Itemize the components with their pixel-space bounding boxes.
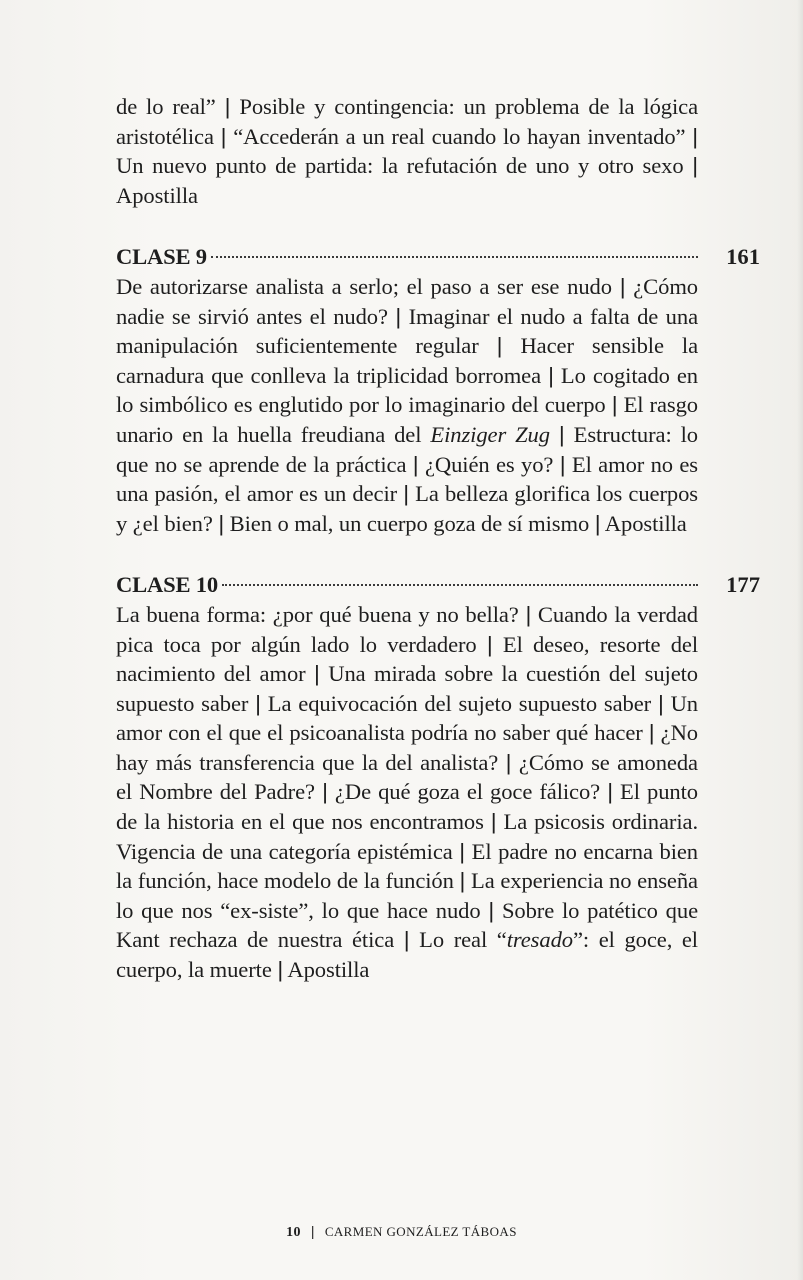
page-footer <box>0 1222 803 1242</box>
toc-heading: CLASE 10 <box>116 572 218 598</box>
page-edge-shadow <box>797 0 803 1280</box>
toc-entry-continuation <box>116 92 698 210</box>
footer-author: CARMEN GONZÁLEZ TÁBOAS <box>324 1224 517 1239</box>
table-of-contents <box>116 92 760 985</box>
toc-entry-clase-10 <box>116 570 760 984</box>
toc-page-number: 177 <box>726 572 760 598</box>
toc-entry-text: de lo real” | Posible y contingencia: un problema de la lógica aristotélica | “Accederán a un real cuando lo hayan inventado” | Un nuevo punto de partida: la refutación de uno y otro sexo | Apostilla <box>116 94 699 208</box>
toc-page-number: 161 <box>726 244 760 270</box>
footer-separator: | <box>310 1223 315 1239</box>
toc-heading: CLASE 9 <box>116 244 207 270</box>
toc-heading-row <box>116 242 760 272</box>
toc-heading-row <box>116 570 760 600</box>
footer-page-number: 10 <box>286 1225 301 1240</box>
dot-leader <box>211 256 698 258</box>
toc-entry-text: La buena forma: ¿por qué buena y no bella? | Cuando la verdad pica toca por algún lado lo verdadero | El deseo, resorte del nacimiento del amor | Una mirada sobre la cuestión del sujeto supuesto saber | La equivocación del sujeto supuesto saber | Un amor con el que el psicoanalista podría no saber qué hacer | ¿No hay más transferencia que la del analista? | ¿Cómo se amoneda el Nombre del Padre? | ¿De qué goza el goce fálico? | El punto de la historia en el que nos encontramos | La psicosis ordinaria. Vigencia de una categoría epistémica | El padre no encarna bien la función, hace modelo de la función | La experiencia no enseña lo que nos “ex-siste”, lo que hace nudo | Sobre lo patético que Kant rechaza de nuestra ética | Lo real “tresado”: el goce, el cuerpo, la muerte | Apostilla <box>116 601 699 983</box>
dot-leader <box>222 584 698 586</box>
toc-entry-clase-9 <box>116 242 760 538</box>
toc-entry-text: De autorizarse analista a serlo; el paso a ser ese nudo | ¿Cómo nadie se sirvió antes el nudo? | Imaginar el nudo a falta de una manipulación suficientemente regular | Hacer sensible la carnadura que conlleva la triplicidad borromea | Lo cogitado en lo simbólico es englutido por lo imaginario del cuerpo | El rasgo unario en la huella freudiana del Einziger Zug | Estructura: lo que no se aprende de la práctica | ¿Quién es yo? | El amor no es una pasión, el amor es un decir | La belleza glorifica los cuerpos y ¿el bien? | Bien o mal, un cuerpo goza de sí mismo | Apostilla <box>116 273 698 536</box>
